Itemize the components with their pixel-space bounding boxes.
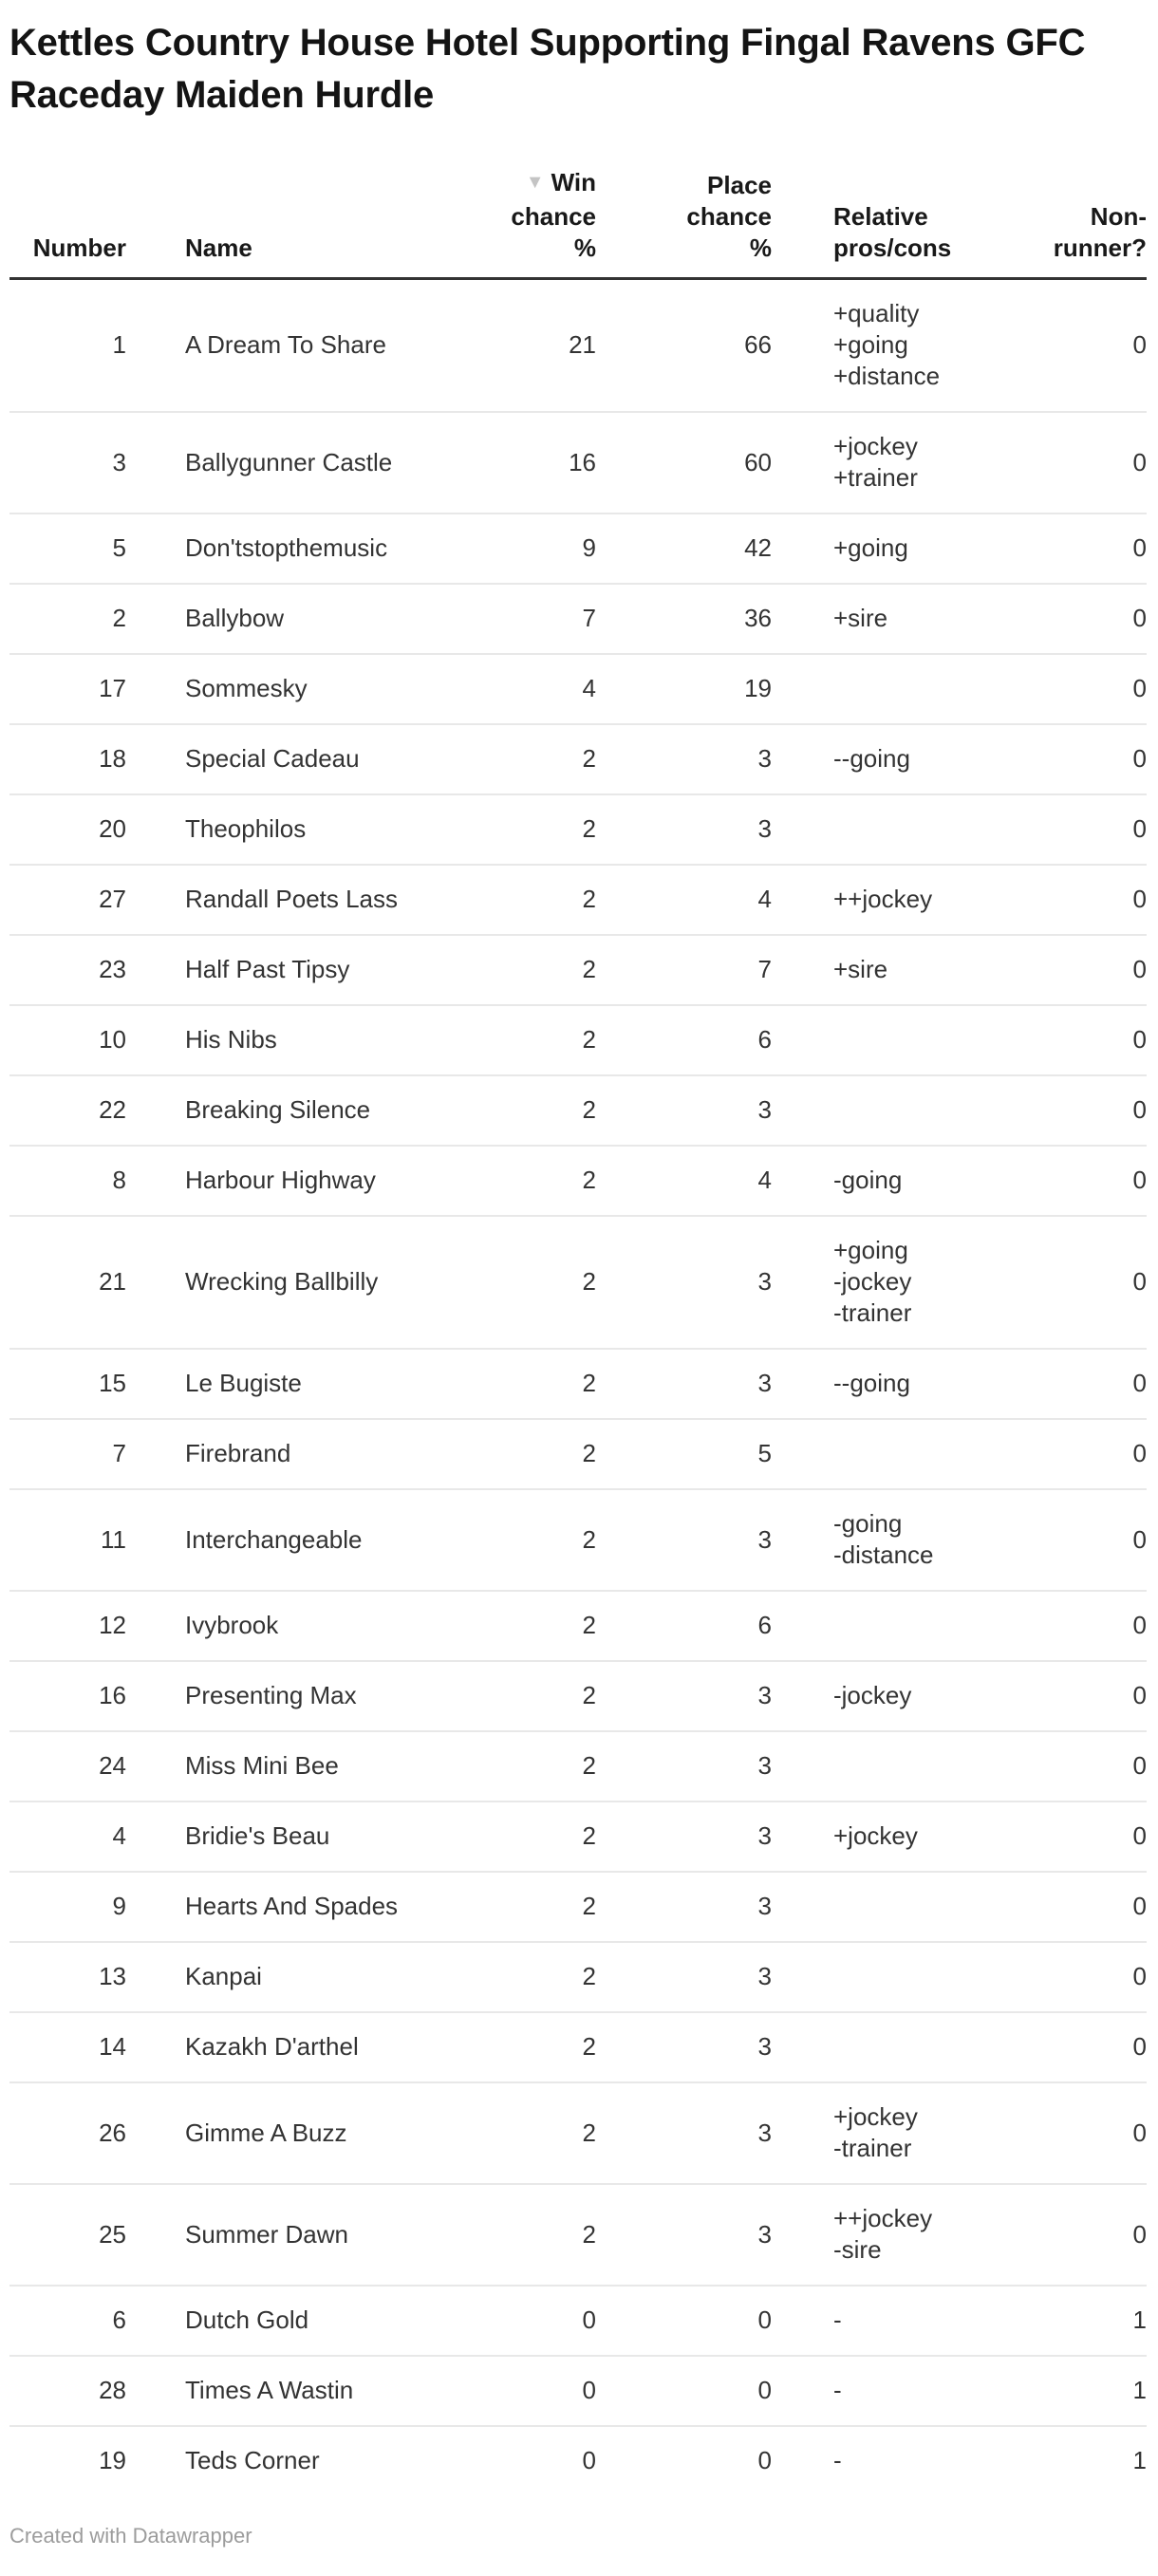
non-runner-cell: 0: [1132, 1892, 1147, 1920]
non-runner-cell: 0: [1132, 2032, 1147, 2061]
win-chance-cell: 4: [582, 674, 596, 702]
table-row: [9, 1731, 1147, 1801]
pros-cons-cell: [772, 1801, 999, 1872]
non-runner-cell: 0: [1132, 674, 1147, 702]
place-chance-cell: 60: [744, 447, 772, 476]
column-header-number[interactable]: Number: [32, 233, 126, 262]
place-header-word: Place: [707, 171, 772, 199]
name-cell: Ivybrook: [185, 1611, 279, 1639]
win-chance-cell: 9: [582, 533, 596, 562]
pros-header-word: Relative: [833, 202, 928, 231]
datawrapper-table-page: [9, 17, 1147, 2548]
table-row: [9, 1872, 1147, 1942]
pros-cons-line: +quality: [833, 299, 920, 327]
name-cell: Le Bugiste: [185, 1369, 302, 1397]
non-runner-cell: 0: [1132, 1166, 1147, 1194]
pros-cons-line: +trainer: [833, 463, 918, 492]
pros-cons-line: +going: [833, 1236, 908, 1264]
column-header-place-chance[interactable]: [596, 167, 772, 279]
place-chance-cell: 5: [757, 1439, 772, 1467]
place-chance-cell: 3: [757, 1751, 772, 1780]
win-chance-cell: 7: [582, 604, 596, 632]
pros-cons-cell: [772, 412, 999, 513]
pros-cons-line: -going: [833, 1166, 903, 1194]
pros-cons-cell: [772, 1005, 999, 1075]
name-cell: Firebrand: [185, 1439, 291, 1467]
table-row: [9, 724, 1147, 794]
pros-cons-cell: [772, 1489, 999, 1591]
number-cell: 27: [99, 885, 126, 913]
pros-cons-line: +sire: [833, 604, 888, 632]
place-chance-cell: 4: [757, 1166, 772, 1194]
non-runner-cell: 1: [1132, 2446, 1147, 2474]
non-runner-cell: 0: [1132, 1681, 1147, 1709]
table-row: [9, 2426, 1147, 2495]
non-runner-cell: 0: [1132, 1962, 1147, 1990]
pros-cons-cell: [772, 1349, 999, 1419]
pros-cons-cell: [772, 584, 999, 654]
win-chance-cell: 2: [582, 1751, 596, 1780]
pros-cons-cell: [772, 2082, 999, 2184]
number-cell: 24: [99, 1751, 126, 1780]
place-chance-cell: 3: [757, 1267, 772, 1296]
table-body: [9, 279, 1147, 2496]
pros-cons-line: -: [833, 2446, 842, 2474]
pros-cons-cell: [772, 654, 999, 724]
place-chance-cell: 3: [757, 814, 772, 843]
number-cell: 20: [99, 814, 126, 843]
win-chance-cell: 0: [582, 2376, 596, 2404]
win-chance-cell: 2: [582, 1821, 596, 1850]
pros-cons-cell: [772, 724, 999, 794]
win-chance-cell: 2: [582, 1267, 596, 1296]
pros-cons-cell: [772, 1216, 999, 1349]
win-chance-cell: 0: [582, 2305, 596, 2334]
number-cell: 9: [112, 1892, 126, 1920]
win-chance-cell: 2: [582, 1892, 596, 1920]
pros-cons-line: ++jockey: [833, 2204, 933, 2232]
place-chance-cell: 3: [757, 1821, 772, 1850]
race-odds-table: [9, 167, 1147, 2495]
win-chance-cell: 2: [582, 1681, 596, 1709]
column-header-pros-cons[interactable]: [772, 167, 999, 279]
place-chance-cell: 3: [757, 1369, 772, 1397]
name-cell: Miss Mini Bee: [185, 1751, 339, 1780]
name-cell: Special Cadeau: [185, 744, 360, 773]
win-header-word: chance: [511, 202, 596, 231]
number-cell: 11: [101, 1524, 126, 1554]
footer: [9, 2524, 1147, 2548]
header-row: [9, 167, 1147, 279]
pros-cons-line: -trainer: [833, 1298, 912, 1327]
nonrunner-header-word: Non-: [1090, 202, 1147, 231]
pros-cons-line: +jockey: [833, 2102, 918, 2131]
pros-cons-cell: [772, 2184, 999, 2286]
number-cell: 5: [112, 533, 126, 562]
chart-title-line-2: Raceday Maiden Hurdle: [9, 74, 435, 116]
number-cell: 2: [112, 604, 126, 632]
pros-cons-cell: [772, 2012, 999, 2082]
column-header-non-runner[interactable]: [999, 167, 1147, 279]
table-row: [9, 279, 1147, 413]
pros-cons-line: -distance: [833, 1540, 934, 1569]
place-chance-cell: 6: [757, 1611, 772, 1639]
table-row: [9, 584, 1147, 654]
non-runner-cell: 0: [1132, 1751, 1147, 1780]
number-cell: 8: [112, 1166, 126, 1194]
table-row: [9, 2356, 1147, 2426]
win-header-word: %: [573, 233, 596, 262]
win-chance-cell: 2: [582, 1611, 596, 1639]
table-row: [9, 865, 1147, 935]
pros-cons-line: -: [833, 2376, 842, 2404]
name-cell: Kazakh D'arthel: [185, 2032, 359, 2061]
win-chance-cell: 2: [582, 2219, 596, 2249]
pros-cons-cell: [772, 1591, 999, 1661]
place-chance-cell: 0: [757, 2376, 772, 2404]
table-row: [9, 1801, 1147, 1872]
number-cell: 1: [112, 330, 126, 359]
place-chance-cell: 3: [757, 1524, 772, 1554]
table-row: [9, 1075, 1147, 1146]
non-runner-cell: 0: [1132, 1267, 1147, 1296]
pros-cons-cell: [772, 1075, 999, 1146]
non-runner-cell: 0: [1132, 1369, 1147, 1397]
name-cell: Ballygunner Castle: [185, 447, 393, 476]
pros-cons-line: -jockey: [833, 1267, 912, 1296]
place-header-word: chance: [686, 202, 772, 231]
pros-cons-cell: [772, 1146, 999, 1216]
table-row: [9, 1942, 1147, 2012]
table-row: [9, 513, 1147, 584]
table-row: [9, 1661, 1147, 1731]
table-row: [9, 412, 1147, 513]
pros-cons-line: --going: [833, 744, 910, 773]
pros-cons-cell: [772, 279, 999, 413]
name-cell: Dutch Gold: [185, 2305, 309, 2334]
pros-cons-line: -going: [833, 1509, 903, 1538]
place-chance-cell: 3: [757, 1962, 772, 1990]
non-runner-cell: 0: [1132, 1611, 1147, 1639]
name-cell: Summer Dawn: [185, 2219, 348, 2249]
win-chance-cell: 2: [582, 955, 596, 983]
table-row: [9, 794, 1147, 865]
pros-cons-line: +jockey: [833, 432, 918, 460]
name-cell: Interchangeable: [185, 1524, 363, 1554]
place-chance-cell: 3: [757, 2118, 772, 2147]
number-cell: 23: [99, 955, 126, 983]
name-cell: Theophilos: [185, 814, 307, 843]
name-cell: Ballybow: [185, 604, 285, 632]
table-row: [9, 1216, 1147, 1349]
pros-cons-line: +going: [833, 330, 908, 359]
non-runner-cell: 0: [1132, 533, 1147, 562]
pros-cons-line: --going: [833, 1369, 910, 1397]
number-cell: 25: [99, 2219, 126, 2249]
win-header-word: Win: [551, 168, 596, 196]
win-chance-cell: 2: [582, 1439, 596, 1467]
pros-cons-cell: [772, 2286, 999, 2356]
name-cell: Harbour Highway: [185, 1166, 376, 1194]
table-row: [9, 1489, 1147, 1591]
chart-title-line-1: Kettles Country House Hotel Supporting Fingal Ravens GFC: [9, 22, 1086, 64]
pros-cons-cell: [772, 1731, 999, 1801]
table-row: [9, 935, 1147, 1005]
name-cell: Teds Corner: [185, 2446, 320, 2474]
name-cell: A Dream To Share: [185, 330, 386, 359]
number-cell: 6: [112, 2305, 126, 2334]
place-chance-cell: 66: [744, 330, 772, 359]
place-header-word: %: [749, 233, 772, 262]
number-cell: 14: [99, 2032, 126, 2061]
non-runner-cell: 0: [1132, 1524, 1147, 1554]
number-cell: 21: [99, 1267, 126, 1296]
place-chance-cell: 3: [757, 2032, 772, 2061]
name-cell: Hearts And Spades: [185, 1892, 399, 1920]
win-chance-cell: 0: [582, 2446, 596, 2474]
table-row: [9, 1419, 1147, 1489]
pros-cons-cell: [772, 1872, 999, 1942]
place-chance-cell: 3: [757, 1892, 772, 1920]
win-chance-cell: 2: [582, 1962, 596, 1990]
pros-cons-line: -: [833, 2305, 842, 2334]
non-runner-cell: 0: [1132, 1439, 1147, 1467]
name-cell: Don'tstopthemusic: [185, 533, 388, 562]
pros-cons-cell: [772, 935, 999, 1005]
non-runner-cell: 0: [1132, 2219, 1147, 2249]
pros-cons-line: -jockey: [833, 1681, 912, 1709]
name-cell: Breaking Silence: [185, 1095, 371, 1124]
place-chance-cell: 3: [757, 1681, 772, 1709]
table-row: [9, 1591, 1147, 1661]
place-chance-cell: 3: [757, 744, 772, 773]
name-cell: Sommesky: [185, 674, 308, 702]
non-runner-cell: 0: [1132, 814, 1147, 843]
number-cell: 12: [99, 1611, 126, 1639]
number-cell: 10: [99, 1025, 126, 1054]
win-chance-cell: 2: [582, 1369, 596, 1397]
non-runner-cell: 0: [1132, 2118, 1147, 2147]
pros-cons-line: ++jockey: [833, 885, 933, 913]
pros-cons-cell: [772, 1419, 999, 1489]
pros-cons-cell: [772, 794, 999, 865]
pros-cons-cell: [772, 513, 999, 584]
table-row: [9, 2012, 1147, 2082]
name-cell: Wrecking Ballbilly: [185, 1267, 379, 1296]
non-runner-cell: 0: [1132, 604, 1147, 632]
pros-cons-line: +going: [833, 533, 908, 562]
name-cell: Times A Wastin: [185, 2376, 354, 2404]
pros-cons-line: -sire: [833, 2235, 882, 2264]
place-chance-cell: 4: [757, 885, 772, 913]
number-cell: 15: [99, 1369, 126, 1397]
non-runner-cell: 0: [1132, 447, 1147, 476]
win-chance-cell: 2: [582, 2032, 596, 2061]
non-runner-cell: 0: [1132, 1095, 1147, 1124]
pros-cons-line: +sire: [833, 955, 888, 983]
table-row: [9, 2082, 1147, 2184]
non-runner-cell: 0: [1132, 955, 1147, 983]
name-cell: Half Past Tipsy: [185, 955, 350, 983]
number-cell: 19: [99, 2446, 126, 2474]
place-chance-cell: 3: [757, 1095, 772, 1124]
table-row: [9, 1005, 1147, 1075]
number-cell: 22: [99, 1095, 126, 1124]
win-chance-cell: 16: [569, 447, 596, 476]
number-cell: 18: [99, 744, 126, 773]
place-chance-cell: 7: [757, 955, 772, 983]
datawrapper-credit-link[interactable]: Created with Datawrapper: [9, 2524, 252, 2548]
table-row: [9, 2184, 1147, 2286]
nonrunner-header-word: runner?: [1053, 233, 1147, 262]
name-cell: Bridie's Beau: [185, 1821, 330, 1850]
number-cell: 4: [112, 1821, 126, 1850]
chart-title: [9, 17, 1147, 121]
pros-cons-line: +distance: [833, 362, 941, 390]
place-chance-cell: 0: [757, 2305, 772, 2334]
name-cell: His Nibs: [185, 1025, 277, 1054]
place-chance-cell: 3: [757, 2219, 772, 2249]
win-chance-cell: 2: [582, 1524, 596, 1554]
pros-cons-line: +jockey: [833, 1821, 918, 1850]
name-cell: Kanpai: [185, 1962, 262, 1990]
number-cell: 28: [99, 2376, 126, 2404]
non-runner-cell: 0: [1132, 885, 1147, 913]
number-cell: 16: [99, 1681, 126, 1709]
non-runner-cell: 1: [1132, 2376, 1147, 2404]
number-cell: 3: [112, 447, 126, 476]
number-cell: 13: [99, 1962, 126, 1990]
pros-cons-cell: [772, 1661, 999, 1731]
non-runner-cell: 0: [1132, 330, 1147, 359]
win-chance-cell: 2: [582, 1025, 596, 1054]
win-chance-cell: 2: [582, 1166, 596, 1194]
pros-cons-cell: [772, 2426, 999, 2495]
pros-cons-cell: [772, 865, 999, 935]
pros-cons-cell: [772, 2356, 999, 2426]
non-runner-cell: 0: [1132, 1025, 1147, 1054]
non-runner-cell: 0: [1132, 1821, 1147, 1850]
table-row: [9, 1146, 1147, 1216]
sort-descending-icon: ▼: [525, 172, 545, 193]
table-row: [9, 1349, 1147, 1419]
win-chance-cell: 2: [582, 814, 596, 843]
place-chance-cell: 36: [744, 604, 772, 632]
name-cell: Gimme A Buzz: [185, 2118, 347, 2147]
name-cell: Presenting Max: [185, 1681, 357, 1709]
place-chance-cell: 19: [744, 674, 772, 702]
non-runner-cell: 1: [1132, 2305, 1147, 2334]
win-chance-cell: 2: [582, 744, 596, 773]
win-chance-cell: 2: [582, 2118, 596, 2147]
name-cell: Randall Poets Lass: [185, 885, 399, 913]
non-runner-cell: 0: [1132, 744, 1147, 773]
place-chance-cell: 42: [744, 533, 772, 562]
column-header-name[interactable]: Name: [185, 233, 252, 262]
win-chance-cell: 2: [582, 1095, 596, 1124]
table-row: [9, 654, 1147, 724]
pros-cons-cell: [772, 1942, 999, 2012]
place-chance-cell: 0: [757, 2446, 772, 2474]
place-chance-cell: 6: [757, 1025, 772, 1054]
column-header-win-chance[interactable]: [492, 167, 596, 279]
pros-cons-line: -trainer: [833, 2134, 912, 2162]
win-chance-cell: 21: [569, 330, 596, 359]
table-row: [9, 2286, 1147, 2356]
number-cell: 17: [99, 674, 126, 702]
number-cell: 7: [112, 1439, 126, 1467]
pros-header-word: pros/cons: [833, 233, 952, 262]
win-chance-cell: 2: [582, 885, 596, 913]
number-cell: 26: [99, 2118, 126, 2147]
